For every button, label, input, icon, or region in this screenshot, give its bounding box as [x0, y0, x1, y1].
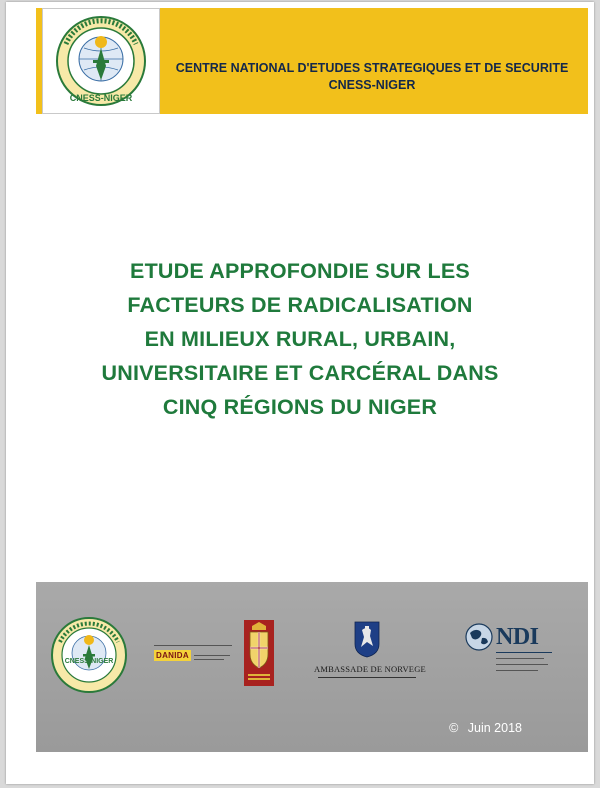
- cover-page: [6, 2, 594, 784]
- cness-footer-label: CNESS-NIGER: [64, 658, 114, 665]
- organization-name-line1: CENTRE NATIONAL D'ETUDES STRATEGIQUES ET DE SECURITE: [175, 61, 569, 75]
- organization-name-line2: CNESS-NIGER: [328, 78, 416, 92]
- norway-embassy-logo: [314, 616, 426, 692]
- organization-name: [166, 60, 578, 94]
- title-line: CINQ RÉGIONS DU NIGER: [162, 395, 438, 419]
- title-line: EN MILIEUX RURAL, URBAIN,: [144, 327, 456, 351]
- publication-date: [449, 721, 522, 735]
- danish-coat-of-arms: [244, 620, 274, 686]
- cness-seal-icon: [50, 616, 128, 694]
- copyright-symbol: ©: [449, 721, 459, 735]
- norway-embassy-label: AMBASSADE DE NORVEGE: [314, 664, 426, 674]
- danida-logo: [154, 642, 232, 672]
- ndi-label: NDI: [496, 624, 539, 650]
- title-line: UNIVERSITAIRE ET CARCÉRAL DANS: [101, 361, 499, 385]
- danish-coat-of-arms-icon: [244, 620, 274, 686]
- header-logo-box: [42, 8, 160, 114]
- ndi-globe-icon: [464, 622, 494, 652]
- danida-logo-icon: DANIDA: [156, 651, 189, 660]
- norway-coat-of-arms-icon: [353, 620, 381, 658]
- publication-date-text: Juin 2018: [467, 721, 522, 735]
- title-line: FACTEURS DE RADICALISATION: [127, 293, 473, 317]
- ndi-logo: [460, 618, 558, 690]
- document-title: [46, 254, 554, 424]
- title-line: ETUDE APPROFONDIE SUR LES: [130, 259, 470, 283]
- header-logo-label: CNESS-NIGER: [69, 93, 133, 103]
- header-band: [36, 8, 588, 114]
